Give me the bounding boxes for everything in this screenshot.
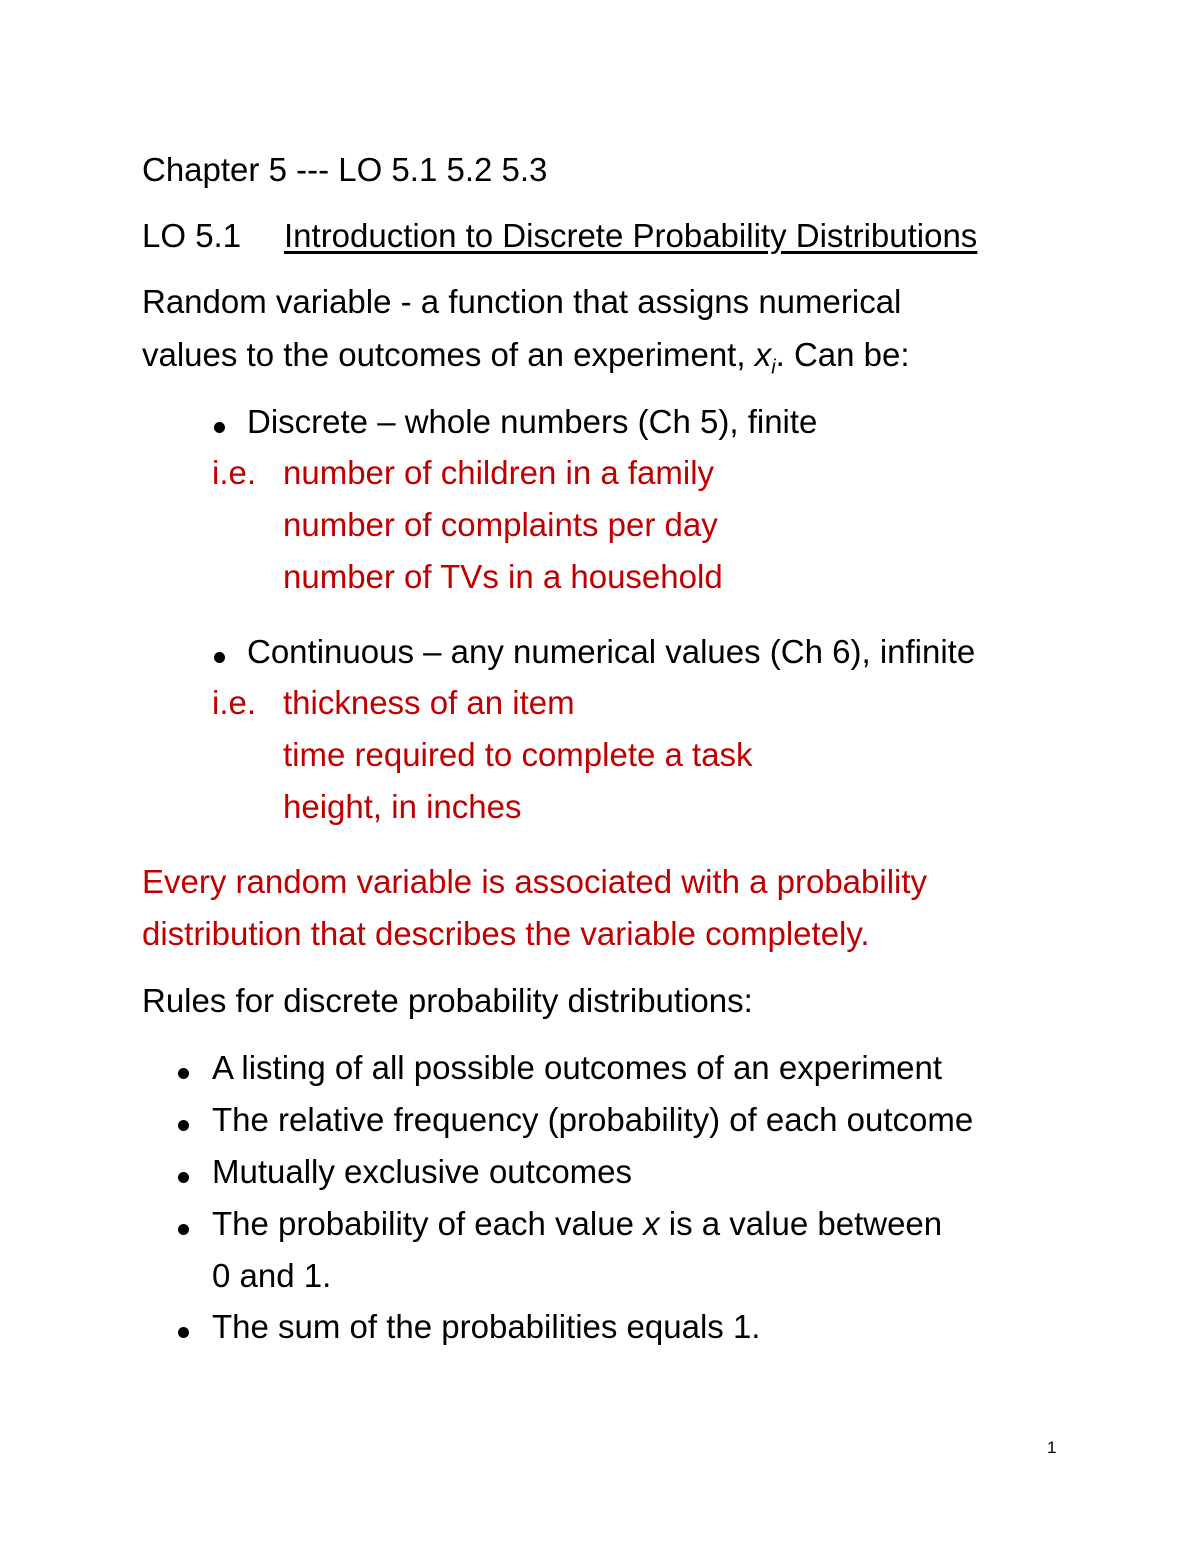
discrete-item: Discrete – whole numbers (Ch 5), finite — [247, 403, 818, 440]
continuous-example-3: height, in inches — [283, 788, 522, 825]
definition-text: values to the outcomes of an experiment, — [142, 336, 755, 373]
bullet-icon — [214, 422, 225, 433]
example-text: thickness of an item — [283, 684, 575, 721]
rule-item-5: The sum of the probabilities equals 1. — [212, 1308, 761, 1345]
ie-label: i.e. — [212, 454, 257, 491]
rules-heading: Rules for discrete probability distributions: — [142, 982, 753, 1019]
definition-text-end: . Can be: — [775, 336, 910, 373]
rule-item-3: Mutually exclusive outcomes — [212, 1153, 633, 1190]
discrete-example-1 — [212, 453, 714, 493]
bullet-icon — [214, 652, 225, 663]
rule-text: The probability of each value — [212, 1205, 644, 1242]
definition-line-2 — [142, 335, 910, 388]
continuous-example-2: time required to complete a task — [283, 736, 753, 773]
section-number: LO 5.1 — [142, 217, 242, 254]
discrete-example-2: number of complaints per day — [283, 506, 718, 543]
variable-subscript: i — [771, 356, 776, 379]
example-text: number of children in a family — [283, 454, 715, 491]
discrete-example-3: number of TVs in a household — [283, 558, 723, 595]
page-number: 1 — [1047, 1438, 1057, 1457]
continuous-example-1 — [212, 683, 575, 723]
bullet-icon — [178, 1068, 189, 1079]
statement-line-1: Every random variable is associated with a probability — [142, 863, 928, 900]
section-heading — [142, 216, 977, 256]
bullet-icon — [178, 1120, 189, 1131]
variable-x: x — [643, 1205, 660, 1242]
rule-text-end: is a value between — [659, 1205, 943, 1242]
rule-item-2: The relative frequency (probability) of each outcome — [212, 1101, 974, 1138]
variable-x: x — [754, 336, 772, 373]
section-title: Introduction to Discrete Probability Distributions — [284, 217, 978, 254]
chapter-title: Chapter 5 --- LO 5.1 5.2 5.3 — [142, 151, 548, 188]
ie-label: i.e. — [212, 684, 257, 721]
rule-item-4-continued: 0 and 1. — [212, 1257, 332, 1294]
continuous-item: Continuous – any numerical values (Ch 6), infinite — [247, 633, 976, 670]
statement-line-2: distribution that describes the variable completely. — [142, 915, 870, 952]
rule-item-4 — [212, 1204, 942, 1244]
definition-line-1: Random variable - a function that assigns numerical — [142, 283, 902, 320]
bullet-icon — [178, 1224, 189, 1235]
bullet-icon — [178, 1172, 189, 1183]
rule-item-1: A listing of all possible outcomes of an experiment — [212, 1049, 943, 1086]
bullet-icon — [178, 1327, 189, 1338]
